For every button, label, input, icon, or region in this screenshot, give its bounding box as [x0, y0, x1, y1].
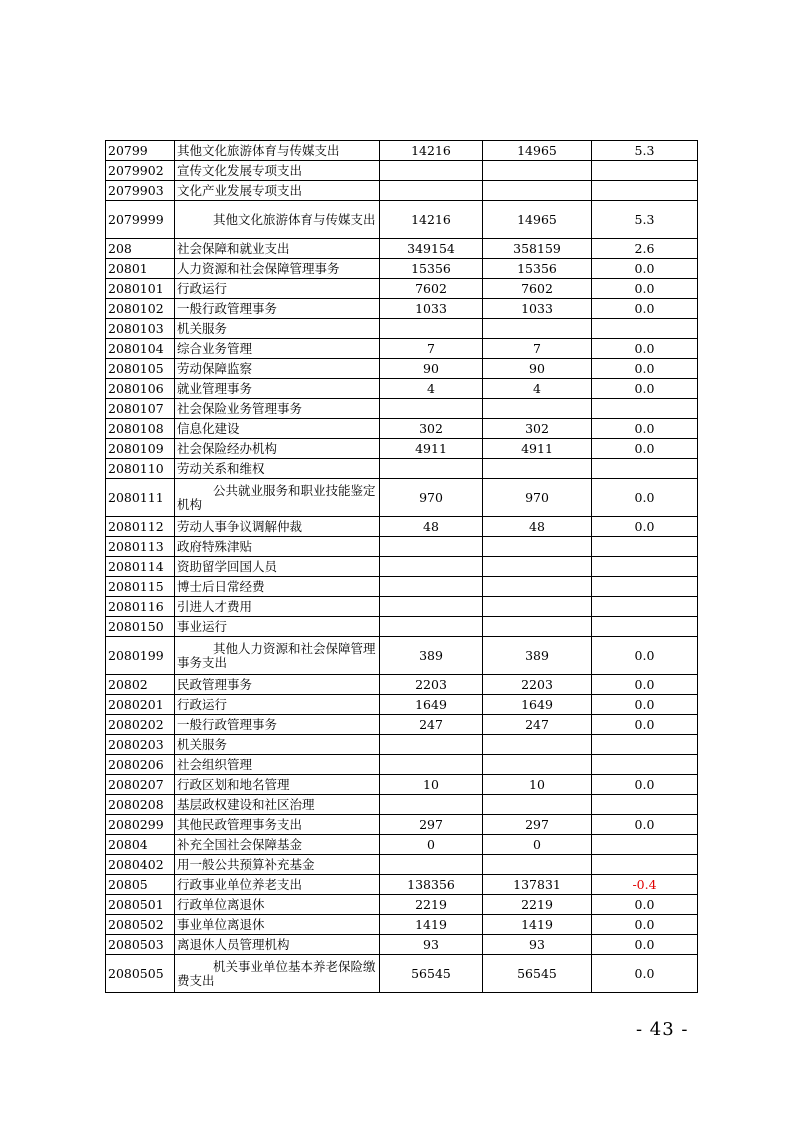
code-cell: 2080116: [106, 597, 175, 617]
value1-cell: [380, 319, 483, 339]
table-row: [106, 419, 698, 439]
name-cell: 劳动保障监察: [175, 359, 380, 379]
name-cell: 基层政权建设和社区治理: [175, 795, 380, 815]
change-cell: [592, 557, 698, 577]
value2-cell: 7602: [483, 279, 592, 299]
name-cell: 其他民政管理事务支出: [175, 815, 380, 835]
code-cell: 2080113: [106, 537, 175, 557]
name-cell: 社会保障和就业支出: [175, 239, 380, 259]
value2-cell: [483, 795, 592, 815]
value1-cell: [380, 597, 483, 617]
code-cell: 2080107: [106, 399, 175, 419]
table-row: [106, 359, 698, 379]
code-cell: 2080112: [106, 517, 175, 537]
value1-cell: [380, 735, 483, 755]
code-cell: 20804: [106, 835, 175, 855]
value1-cell: 297: [380, 815, 483, 835]
code-cell: 2080105: [106, 359, 175, 379]
change-cell: [592, 161, 698, 181]
value2-cell: 90: [483, 359, 592, 379]
value1-cell: 2219: [380, 895, 483, 915]
name-cell: 行政区划和地名管理: [175, 775, 380, 795]
value2-cell: 1033: [483, 299, 592, 319]
value2-cell: 14965: [483, 141, 592, 161]
value1-cell: 14216: [380, 201, 483, 239]
name-cell: 一般行政管理事务: [175, 715, 380, 735]
change-cell: [592, 755, 698, 775]
value1-cell: [380, 755, 483, 775]
table-row: [106, 161, 698, 181]
change-cell: 0.0: [592, 695, 698, 715]
name-cell: 社会保险业务管理事务: [175, 399, 380, 419]
code-cell: 208: [106, 239, 175, 259]
code-cell: 2080202: [106, 715, 175, 735]
code-cell: 2079902: [106, 161, 175, 181]
change-cell: 0.0: [592, 815, 698, 835]
change-cell: 0.0: [592, 955, 698, 993]
name-cell: 劳动关系和维权: [175, 459, 380, 479]
table-row: [106, 181, 698, 201]
change-cell: 0.0: [592, 895, 698, 915]
name-cell: 其他文化旅游体育与传媒支出: [175, 201, 380, 239]
name-cell: 民政管理事务: [175, 675, 380, 695]
value2-cell: 297: [483, 815, 592, 835]
value1-cell: [380, 795, 483, 815]
value1-cell: 0: [380, 835, 483, 855]
code-cell: 2080103: [106, 319, 175, 339]
value2-cell: 1649: [483, 695, 592, 715]
name-cell: 其他人力资源和社会保障管理事务支出: [175, 637, 380, 675]
change-cell: 0.0: [592, 675, 698, 695]
value2-cell: [483, 617, 592, 637]
value2-cell: 137831: [483, 875, 592, 895]
value2-cell: [483, 735, 592, 755]
code-cell: 2079903: [106, 181, 175, 201]
value1-cell: 138356: [380, 875, 483, 895]
change-cell: 5.3: [592, 201, 698, 239]
code-cell: 2080114: [106, 557, 175, 577]
table-row: [106, 577, 698, 597]
table-row: [106, 459, 698, 479]
value2-cell: 4911: [483, 439, 592, 459]
value2-cell: [483, 577, 592, 597]
value2-cell: 0: [483, 835, 592, 855]
value1-cell: 7: [380, 339, 483, 359]
code-cell: 2080203: [106, 735, 175, 755]
name-cell: 行政单位离退休: [175, 895, 380, 915]
table-row: [106, 715, 698, 735]
table-row: [106, 299, 698, 319]
value1-cell: 389: [380, 637, 483, 675]
value1-cell: 7602: [380, 279, 483, 299]
value2-cell: 1419: [483, 915, 592, 935]
change-cell: 2.6: [592, 239, 698, 259]
name-cell: 综合业务管理: [175, 339, 380, 359]
value1-cell: 10: [380, 775, 483, 795]
name-cell: 行政运行: [175, 695, 380, 715]
table-row: [106, 795, 698, 815]
change-cell: [592, 459, 698, 479]
code-cell: 2080101: [106, 279, 175, 299]
table-row: [106, 239, 698, 259]
value1-cell: [380, 537, 483, 557]
code-cell: 2080110: [106, 459, 175, 479]
table-row: [106, 875, 698, 895]
name-cell: 行政事业单位养老支出: [175, 875, 380, 895]
table-row: [106, 955, 698, 993]
table-row: [106, 557, 698, 577]
name-cell: 事业运行: [175, 617, 380, 637]
value1-cell: 1033: [380, 299, 483, 319]
change-cell: [592, 181, 698, 201]
name-cell: 劳动人事争议调解仲裁: [175, 517, 380, 537]
value2-cell: 93: [483, 935, 592, 955]
value1-cell: [380, 161, 483, 181]
name-cell: 其他文化旅游体育与传媒支出: [175, 141, 380, 161]
table-row: [106, 319, 698, 339]
name-cell: 机关服务: [175, 319, 380, 339]
value1-cell: [380, 399, 483, 419]
table-row: [106, 439, 698, 459]
table-row: [106, 279, 698, 299]
table-row: [106, 517, 698, 537]
code-cell: 2080115: [106, 577, 175, 597]
change-cell: 0.0: [592, 517, 698, 537]
value2-cell: 14965: [483, 201, 592, 239]
value1-cell: 4: [380, 379, 483, 399]
name-cell: 行政运行: [175, 279, 380, 299]
name-cell: 社会组织管理: [175, 755, 380, 775]
code-cell: 20799: [106, 141, 175, 161]
name-cell: 宣传文化发展专项支出: [175, 161, 380, 181]
code-cell: 2080108: [106, 419, 175, 439]
name-cell: 一般行政管理事务: [175, 299, 380, 319]
name-cell: 文化产业发展专项支出: [175, 181, 380, 201]
table-row: [106, 695, 698, 715]
value2-cell: [483, 597, 592, 617]
table-row: [106, 141, 698, 161]
change-cell: 5.3: [592, 141, 698, 161]
table-row: [106, 895, 698, 915]
code-cell: 2080299: [106, 815, 175, 835]
table-row: [106, 815, 698, 835]
value2-cell: [483, 557, 592, 577]
value1-cell: 56545: [380, 955, 483, 993]
value2-cell: 247: [483, 715, 592, 735]
name-cell: 博士后日常经费: [175, 577, 380, 597]
value2-cell: [483, 319, 592, 339]
value2-cell: [483, 855, 592, 875]
table-row: [106, 775, 698, 795]
change-cell: [592, 537, 698, 557]
change-cell: 0.0: [592, 339, 698, 359]
change-cell: 0.0: [592, 715, 698, 735]
code-cell: 2080206: [106, 755, 175, 775]
change-cell: [592, 399, 698, 419]
code-cell: 2080104: [106, 339, 175, 359]
page-number: - 43 -: [636, 1019, 689, 1040]
change-cell: 0.0: [592, 775, 698, 795]
name-cell: 离退休人员管理机构: [175, 935, 380, 955]
change-cell: [592, 835, 698, 855]
value2-cell: 358159: [483, 239, 592, 259]
value1-cell: [380, 617, 483, 637]
table-row: [106, 259, 698, 279]
value1-cell: 15356: [380, 259, 483, 279]
change-cell: [592, 577, 698, 597]
value2-cell: 970: [483, 479, 592, 517]
value2-cell: [483, 399, 592, 419]
change-cell: 0.0: [592, 299, 698, 319]
name-cell: 引进人才费用: [175, 597, 380, 617]
value1-cell: [380, 459, 483, 479]
change-cell: 0.0: [592, 935, 698, 955]
change-cell: 0.0: [592, 637, 698, 675]
code-cell: 2079999: [106, 201, 175, 239]
value2-cell: [483, 161, 592, 181]
change-cell: [592, 855, 698, 875]
value2-cell: [483, 755, 592, 775]
value1-cell: 349154: [380, 239, 483, 259]
code-cell: 2080199: [106, 637, 175, 675]
table-row: [106, 597, 698, 617]
table-row: [106, 835, 698, 855]
value1-cell: 4911: [380, 439, 483, 459]
value1-cell: 93: [380, 935, 483, 955]
value1-cell: 2203: [380, 675, 483, 695]
table-row: [106, 915, 698, 935]
value1-cell: [380, 557, 483, 577]
table-row: [106, 935, 698, 955]
value1-cell: 1649: [380, 695, 483, 715]
table-row: [106, 855, 698, 875]
value2-cell: [483, 459, 592, 479]
change-cell: [592, 319, 698, 339]
value2-cell: [483, 537, 592, 557]
change-cell: 0.0: [592, 359, 698, 379]
change-cell: [592, 735, 698, 755]
change-cell: [592, 795, 698, 815]
table-row: [106, 201, 698, 239]
table-row: [106, 339, 698, 359]
value2-cell: [483, 181, 592, 201]
value1-cell: [380, 577, 483, 597]
code-cell: 2080207: [106, 775, 175, 795]
table-row: [106, 479, 698, 517]
table-row: [106, 637, 698, 675]
code-cell: 2080505: [106, 955, 175, 993]
code-cell: 2080501: [106, 895, 175, 915]
value1-cell: 970: [380, 479, 483, 517]
table-row: [106, 755, 698, 775]
value2-cell: 2219: [483, 895, 592, 915]
name-cell: 机关服务: [175, 735, 380, 755]
value2-cell: 56545: [483, 955, 592, 993]
change-cell: 0.0: [592, 479, 698, 517]
change-cell: 0.0: [592, 259, 698, 279]
code-cell: 2080208: [106, 795, 175, 815]
change-cell: 0.0: [592, 279, 698, 299]
value1-cell: 302: [380, 419, 483, 439]
change-cell: 0.0: [592, 439, 698, 459]
name-cell: 政府特殊津贴: [175, 537, 380, 557]
value1-cell: [380, 181, 483, 201]
name-cell: 机关事业单位基本养老保险缴费支出: [175, 955, 380, 993]
name-cell: 补充全国社会保障基金: [175, 835, 380, 855]
name-cell: 信息化建设: [175, 419, 380, 439]
value1-cell: 48: [380, 517, 483, 537]
value1-cell: 14216: [380, 141, 483, 161]
name-cell: 公共就业服务和职业技能鉴定机构: [175, 479, 380, 517]
code-cell: 2080150: [106, 617, 175, 637]
table-row: [106, 399, 698, 419]
value1-cell: 90: [380, 359, 483, 379]
table-row: [106, 379, 698, 399]
change-cell: [592, 617, 698, 637]
change-cell: [592, 597, 698, 617]
change-cell: 0.0: [592, 419, 698, 439]
code-cell: 2080201: [106, 695, 175, 715]
change-cell: -0.4: [592, 875, 698, 895]
code-cell: 2080503: [106, 935, 175, 955]
value2-cell: 15356: [483, 259, 592, 279]
table-row: [106, 537, 698, 557]
table-row: [106, 675, 698, 695]
name-cell: 人力资源和社会保障管理事务: [175, 259, 380, 279]
value2-cell: 10: [483, 775, 592, 795]
name-cell: 就业管理事务: [175, 379, 380, 399]
value2-cell: 2203: [483, 675, 592, 695]
code-cell: 20805: [106, 875, 175, 895]
name-cell: 社会保险经办机构: [175, 439, 380, 459]
table-row: [106, 735, 698, 755]
code-cell: 20801: [106, 259, 175, 279]
value2-cell: 7: [483, 339, 592, 359]
value2-cell: 302: [483, 419, 592, 439]
table-body: [106, 141, 698, 993]
code-cell: 2080106: [106, 379, 175, 399]
value2-cell: 48: [483, 517, 592, 537]
budget-table: [105, 140, 698, 993]
code-cell: 2080109: [106, 439, 175, 459]
value1-cell: 247: [380, 715, 483, 735]
name-cell: 事业单位离退休: [175, 915, 380, 935]
value1-cell: 1419: [380, 915, 483, 935]
name-cell: 资助留学回国人员: [175, 557, 380, 577]
code-cell: 2080111: [106, 479, 175, 517]
name-cell: 用一般公共预算补充基金: [175, 855, 380, 875]
code-cell: 2080102: [106, 299, 175, 319]
code-cell: 2080502: [106, 915, 175, 935]
value2-cell: 389: [483, 637, 592, 675]
code-cell: 20802: [106, 675, 175, 695]
value2-cell: 4: [483, 379, 592, 399]
code-cell: 2080402: [106, 855, 175, 875]
table-row: [106, 617, 698, 637]
value1-cell: [380, 855, 483, 875]
change-cell: 0.0: [592, 915, 698, 935]
change-cell: 0.0: [592, 379, 698, 399]
